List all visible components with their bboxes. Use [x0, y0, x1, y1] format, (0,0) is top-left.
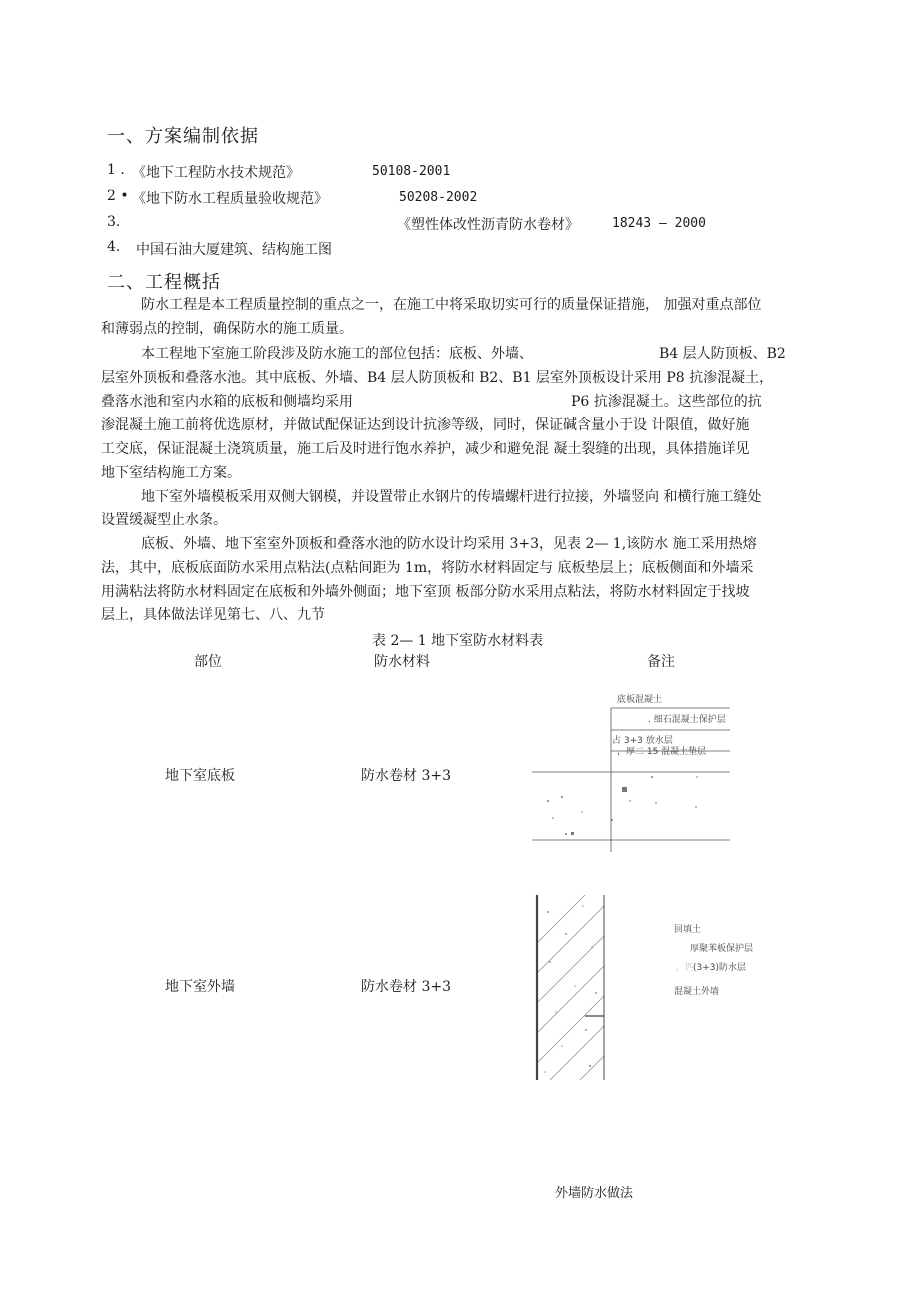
table-caption: 表 2— 1 地下室防水材料表 — [372, 633, 544, 649]
reference-4-title: 中国石油大厦建筑、结构施工图 — [136, 242, 332, 258]
table-row-1-part: 地下室底板 — [165, 768, 235, 784]
reference-2-code: 50208-2002 — [399, 190, 478, 205]
reference-4-number: 4. — [107, 239, 121, 255]
wall-label-eps-protection: 厚聚苯板保护层 — [690, 944, 754, 954]
slab-label-cushion: ，厚二 15 混凝土垫层 — [617, 747, 707, 757]
hatch-line — [520, 950, 620, 1050]
reference-2-number: 2 • — [107, 188, 129, 204]
hatch-line — [520, 1070, 620, 1170]
reference-1-number: 1 . — [107, 162, 125, 178]
reference-2-title: 《地下防水工程质量验收规范》 — [132, 191, 328, 207]
paragraph-line: 底板、外墙、地下室室外顶板和叠落水池的防水设计均采用 3+3，见表 2— 1,该防水 施工采用热熔 — [141, 536, 757, 552]
slab-label-protection: . 细石混凝土保护层 — [648, 715, 726, 725]
section-heading-1: 一、方案编制依据 — [107, 126, 259, 147]
reference-3-code: 18243 — 2000 — [612, 216, 706, 231]
table-header-remarks: 备注 — [647, 654, 675, 670]
wall-label-concrete-wall: 混凝土外墙 — [674, 987, 720, 997]
paragraph-line: 工交底，保证混凝土浇筑质量，施工后及时进行饱水养护，减少和避免混 凝土裂缝的出现，具体措施详见 — [101, 441, 750, 457]
paragraph-line: 叠落水池和室内水箱的底板和侧墙均采用 — [101, 394, 353, 410]
slab-label-waterproof: 占 3+3 放水层 — [612, 736, 673, 746]
table-header-material: 防水材料 — [374, 654, 430, 670]
paragraph-line: 法，其中，底板底面防水采用点粘法(点粘间距为 1m，将防水材料固定与 底板垫层上；底板侧面和外墙采 — [101, 560, 754, 576]
paragraph-line: 地下室结构施工方案。 — [101, 465, 241, 481]
paragraph-line: 设置缓凝型止水条。 — [101, 512, 227, 528]
wall-label-backfill: 回填土 — [674, 925, 702, 935]
paragraph-line: 地下室外墙模板采用双侧大钢模，并设置带止水钢片的传墙螺杆进行拉接，外墙竖向 和横行施工缝处 — [141, 489, 762, 505]
wall-label-waterproof: (3+3)防水层 — [693, 963, 747, 973]
section-heading-2: 二、工程概括 — [107, 272, 221, 293]
hatch-line — [520, 1040, 620, 1140]
wall-label-prefix: ，匹 — [676, 963, 695, 973]
paragraph-line: 渗混凝土施工前将优选原材，并做试配保证达到设计抗渗等级，同时，保证碱含量小于设 计限值，做好施 — [101, 417, 750, 433]
reference-3-number: 3. — [107, 214, 121, 230]
table-row-1-material: 防水卷材 3+3 — [361, 768, 451, 784]
reference-3-title: 《塑性体改性沥青防水卷材》 — [397, 217, 579, 233]
hatch-line — [520, 980, 620, 1080]
paragraph-line: 层上，具体做法详见第七、八、九节 — [101, 607, 325, 623]
reference-1-title: 《地下工程防水技术规范》 — [132, 165, 300, 181]
table-row-2-part: 地下室外墙 — [165, 979, 235, 995]
table-row-2-material: 防水卷材 3+3 — [361, 979, 451, 995]
hatch-line — [520, 890, 620, 990]
paragraph-line: B4 层人防顶板、B2 — [659, 346, 786, 362]
paragraph-line: 层室外顶板和叠落水池。其中底板、外墙、B4 层人防顶板和 B2、B1 层室外顶板设计采用 P8 抗渗混凝土， — [101, 370, 774, 386]
slab-label-concrete: 底板混凝土 — [617, 695, 663, 705]
hatch-line — [520, 860, 620, 960]
paragraph-line: 本工程地下室施工阶段涉及防水施工的部位包括：底板、外墙、 — [141, 346, 533, 362]
reference-1-code: 50108-2001 — [372, 164, 451, 179]
table-header-part: 部位 — [194, 654, 222, 670]
paragraph-line: P6 抗渗混凝土。这些部位的抗 — [571, 394, 762, 410]
paragraph-line: 用满粘法将防水材料固定在底板和外墙外侧面；地下室顶 板部分防水采用点粘法，将防水材料固定于找坡 — [101, 584, 750, 600]
hatch-line — [520, 1010, 620, 1110]
paragraph-line: 防水工程是本工程质量控制的重点之一，在施工中将采取切实可行的质量保证措施， 加强对重点部位 — [141, 297, 762, 313]
hatch-line — [520, 920, 620, 1020]
wall-diagram-caption: 外墙防水做法 — [555, 1186, 634, 1201]
paragraph-line: 和薄弱点的控制，确保防水的施工质量。 — [101, 321, 353, 337]
